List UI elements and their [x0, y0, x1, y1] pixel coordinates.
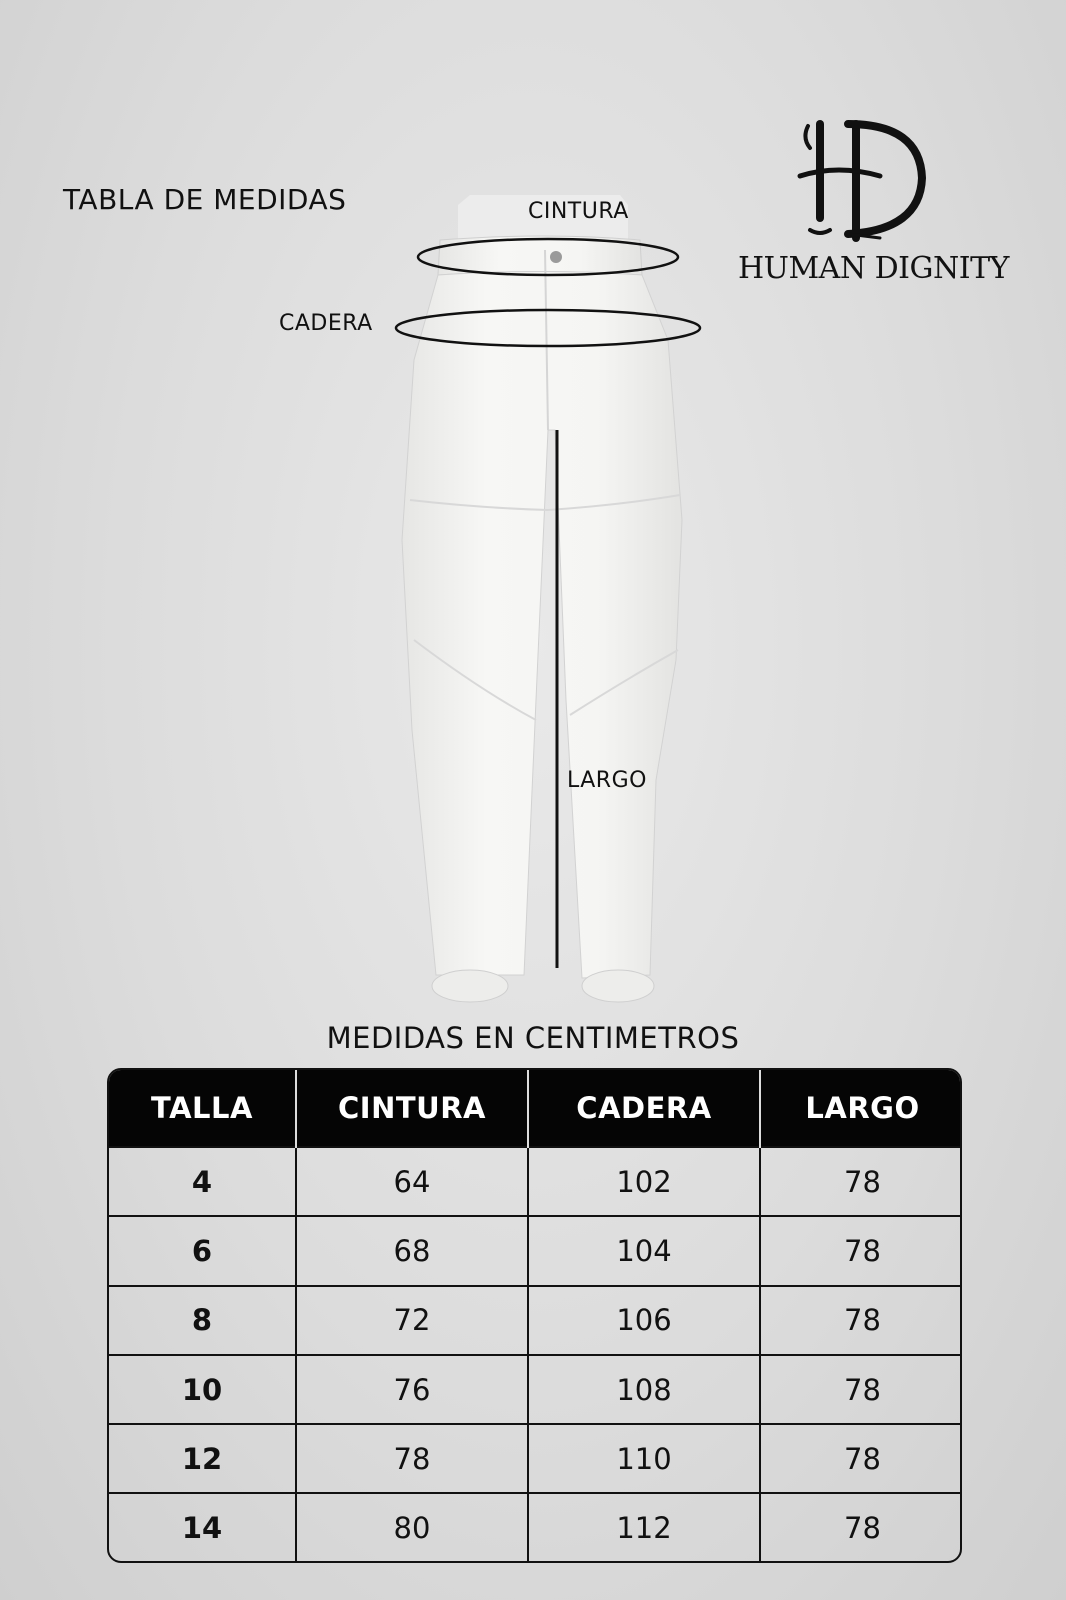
table-row	[109, 1355, 962, 1424]
table-row	[109, 1286, 962, 1355]
header-cintura: CINTURA	[296, 1070, 528, 1147]
cell-cadera: 106	[528, 1286, 760, 1355]
cell-talla: 8	[109, 1286, 296, 1355]
cell-cadera: 110	[528, 1424, 760, 1493]
cadera-label: CADERA	[279, 311, 373, 336]
header-largo: LARGO	[760, 1070, 962, 1147]
pants-body	[402, 272, 682, 979]
cell-cadera: 104	[528, 1216, 760, 1285]
cell-talla: 4	[109, 1147, 296, 1216]
cell-cadera: 112	[528, 1493, 760, 1561]
largo-label: LARGO	[567, 768, 647, 793]
cell-largo: 78	[760, 1424, 962, 1493]
size-table	[107, 1068, 962, 1563]
table-header-row	[109, 1070, 962, 1147]
cell-largo: 78	[760, 1355, 962, 1424]
cell-talla: 10	[109, 1355, 296, 1424]
cell-cintura: 80	[296, 1493, 528, 1561]
cell-talla: 6	[109, 1216, 296, 1285]
cell-largo: 78	[760, 1493, 962, 1561]
table-title: MEDIDAS EN CENTIMETROS	[326, 1021, 740, 1055]
table-row	[109, 1493, 962, 1561]
table-row	[109, 1424, 962, 1493]
shoe-left	[432, 970, 508, 1002]
cell-cintura: 72	[296, 1286, 528, 1355]
cell-largo: 78	[760, 1286, 962, 1355]
cell-cintura: 78	[296, 1424, 528, 1493]
cell-largo: 78	[760, 1216, 962, 1285]
table-row	[109, 1147, 962, 1216]
cell-cadera: 102	[528, 1147, 760, 1216]
cell-cintura: 64	[296, 1147, 528, 1216]
cell-talla: 12	[109, 1424, 296, 1493]
header-cadera: CADERA	[528, 1070, 760, 1147]
cell-largo: 78	[760, 1147, 962, 1216]
table-row	[109, 1216, 962, 1285]
cell-cintura: 68	[296, 1216, 528, 1285]
cell-cadera: 108	[528, 1355, 760, 1424]
shoe-right	[582, 970, 654, 1002]
cintura-label: CINTURA	[528, 199, 629, 224]
pants-button-icon	[550, 251, 562, 263]
brand-name: HUMAN DIGNITY	[738, 251, 1009, 286]
cell-cintura: 76	[296, 1355, 528, 1424]
cell-talla: 14	[109, 1493, 296, 1561]
header-talla: TALLA	[109, 1070, 296, 1147]
page-title: TABLA DE MEDIDAS	[63, 183, 347, 216]
